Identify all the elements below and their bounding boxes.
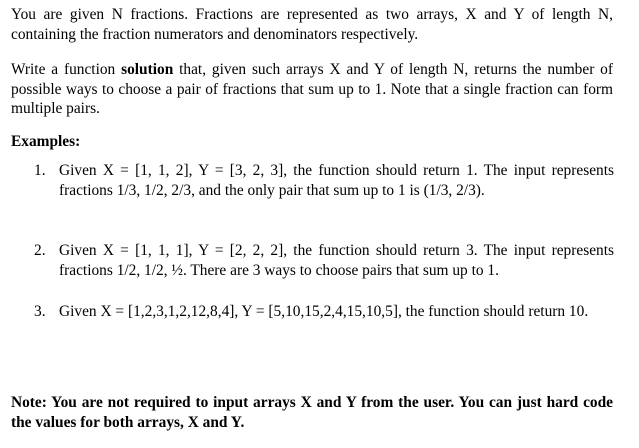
task-prefix: Write a function	[11, 61, 122, 78]
example-number: 2.	[34, 242, 46, 259]
task-suffix: that, given such arrays X and Y of length N, returns the number of possible ways to choose a pair of fractions that sum up to 1. Note that a single fraction can form multiple pairs.	[11, 61, 613, 117]
example-text: Given X = [1, 1, 1], Y = [2, 2, 2], the function should return 3. The input represents fractions 1/2, 1/2, ½. There are 3 ways to choose pairs that sum up to 1.	[59, 242, 614, 279]
example-text: Given X = [1, 1, 2], Y = [3, 2, 3], the function should return 1. The input represents fractions 1/3, 1/2, 2/3, and the only pair that sum up to 1 is (1/3, 2/3).	[59, 162, 614, 199]
example-number: 1.	[34, 162, 46, 179]
examples-heading: Examples:	[11, 133, 81, 150]
function-name: solution	[121, 61, 174, 78]
note-paragraph: Note: You are not required to input arrays X and Y from the user. You can just hard code the values for both arrays, X and Y.	[11, 394, 613, 431]
task-paragraph	[11, 60, 613, 119]
intro-paragraph: You are given N fractions. Fractions are represented as two arrays, X and Y of length N, containing the fraction numerators and denominators respectively.	[11, 6, 613, 43]
example-number: 3.	[34, 303, 46, 320]
example-text: Given X = [1,2,3,1,2,12,8,4], Y = [5,10,15,2,4,15,10,5], the function should return 10.	[59, 303, 589, 320]
